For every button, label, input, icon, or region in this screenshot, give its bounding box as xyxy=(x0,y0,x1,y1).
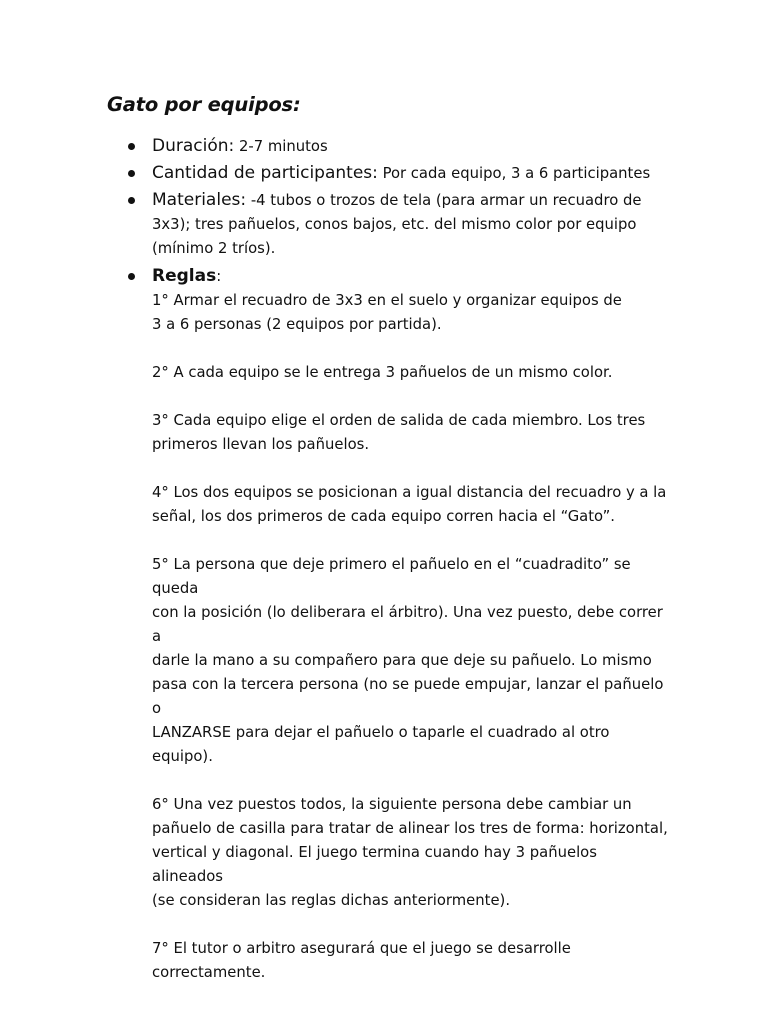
rule-line: 3 a 6 personas (2 equipos por partida). xyxy=(152,316,442,333)
rule-line: correctamente. xyxy=(152,964,266,981)
bullet-icon xyxy=(128,273,135,280)
bullet-icon xyxy=(128,143,135,150)
cantidad-value: Por cada equipo, 3 a 6 participantes xyxy=(377,165,651,182)
rule-paragraph xyxy=(152,289,672,337)
rule-line: 1° Armar el recuadro de 3x3 en el suelo y organizar equipos de xyxy=(152,292,622,309)
rule-line: pañuelo de casilla para tratar de alinear los tres de forma: horizontal, xyxy=(152,820,668,837)
rule-paragraph xyxy=(152,937,672,985)
rule-line: LANZARSE para dejar el pañuelo o taparle el cuadrado al otro equipo). xyxy=(152,724,610,765)
rule-paragraph xyxy=(152,409,672,457)
rule-line: 5° La persona que deje primero el pañuelo en el “cuadradito” se queda xyxy=(152,556,631,597)
materiales-line: -4 tubos o trozos de tela (para armar un recuadro de xyxy=(246,192,642,209)
duracion-value: 2-7 minutos xyxy=(234,138,328,155)
rule-line: pasa con la tercera persona (no se puede empujar, lanzar el pañuelo o xyxy=(152,676,664,717)
bullet-icon xyxy=(128,197,135,204)
rule-line: primeros llevan los pañuelos. xyxy=(152,436,370,453)
list-item-reglas xyxy=(152,264,672,289)
rule-paragraph xyxy=(152,553,672,769)
rule-line: señal, los dos primeros de cada equipo corren hacia el “Gato”. xyxy=(152,508,615,525)
materiales-line: 3x3); tres pañuelos, conos bajos, etc. del mismo color por equipo xyxy=(152,216,637,233)
rule-line: 6° Una vez puestos todos, la siguiente persona debe cambiar un xyxy=(152,796,632,813)
rule-line: vertical y diagonal. El juego termina cuando hay 3 pañuelos alineados xyxy=(152,844,597,885)
reglas-colon: : xyxy=(216,268,222,285)
list-item-materiales xyxy=(152,188,672,261)
rule-paragraph xyxy=(152,481,672,529)
rule-paragraph xyxy=(152,361,672,385)
rule-line: 4° Los dos equipos se posicionan a igual distancia del recuadro y a la xyxy=(152,484,667,501)
rule-paragraph xyxy=(152,793,672,913)
materiales-label: Materiales: xyxy=(152,190,247,210)
rule-line: 3° Cada equipo elige el orden de salida de cada miembro. Los tres xyxy=(152,412,646,429)
list-item-duracion xyxy=(152,134,672,161)
bullet-icon xyxy=(128,170,135,177)
info-list xyxy=(152,134,672,1009)
rules-list xyxy=(152,289,672,985)
rule-line: 2° A cada equipo se le entrega 3 pañuelos de un mismo color. xyxy=(152,364,613,381)
rule-line: 7° El tutor o arbitro asegurará que el juego se desarrolle xyxy=(152,940,571,957)
materiales-line: (mínimo 2 tríos). xyxy=(152,240,276,257)
rule-line: darle la mano a su compañero para que deje su pañuelo. Lo mismo xyxy=(152,652,652,669)
duracion-label: Duración: xyxy=(152,136,235,156)
cantidad-label: Cantidad de participantes: xyxy=(152,163,378,183)
list-item-cantidad xyxy=(152,161,672,188)
rule-line: (se consideran las reglas dichas anteriormente). xyxy=(152,892,511,909)
rule-line: con la posición (lo deliberara el árbitro). Una vez puesto, debe correr a xyxy=(152,604,663,645)
reglas-label: Reglas xyxy=(152,266,217,286)
document-title: Gato por equipos: xyxy=(107,93,301,116)
